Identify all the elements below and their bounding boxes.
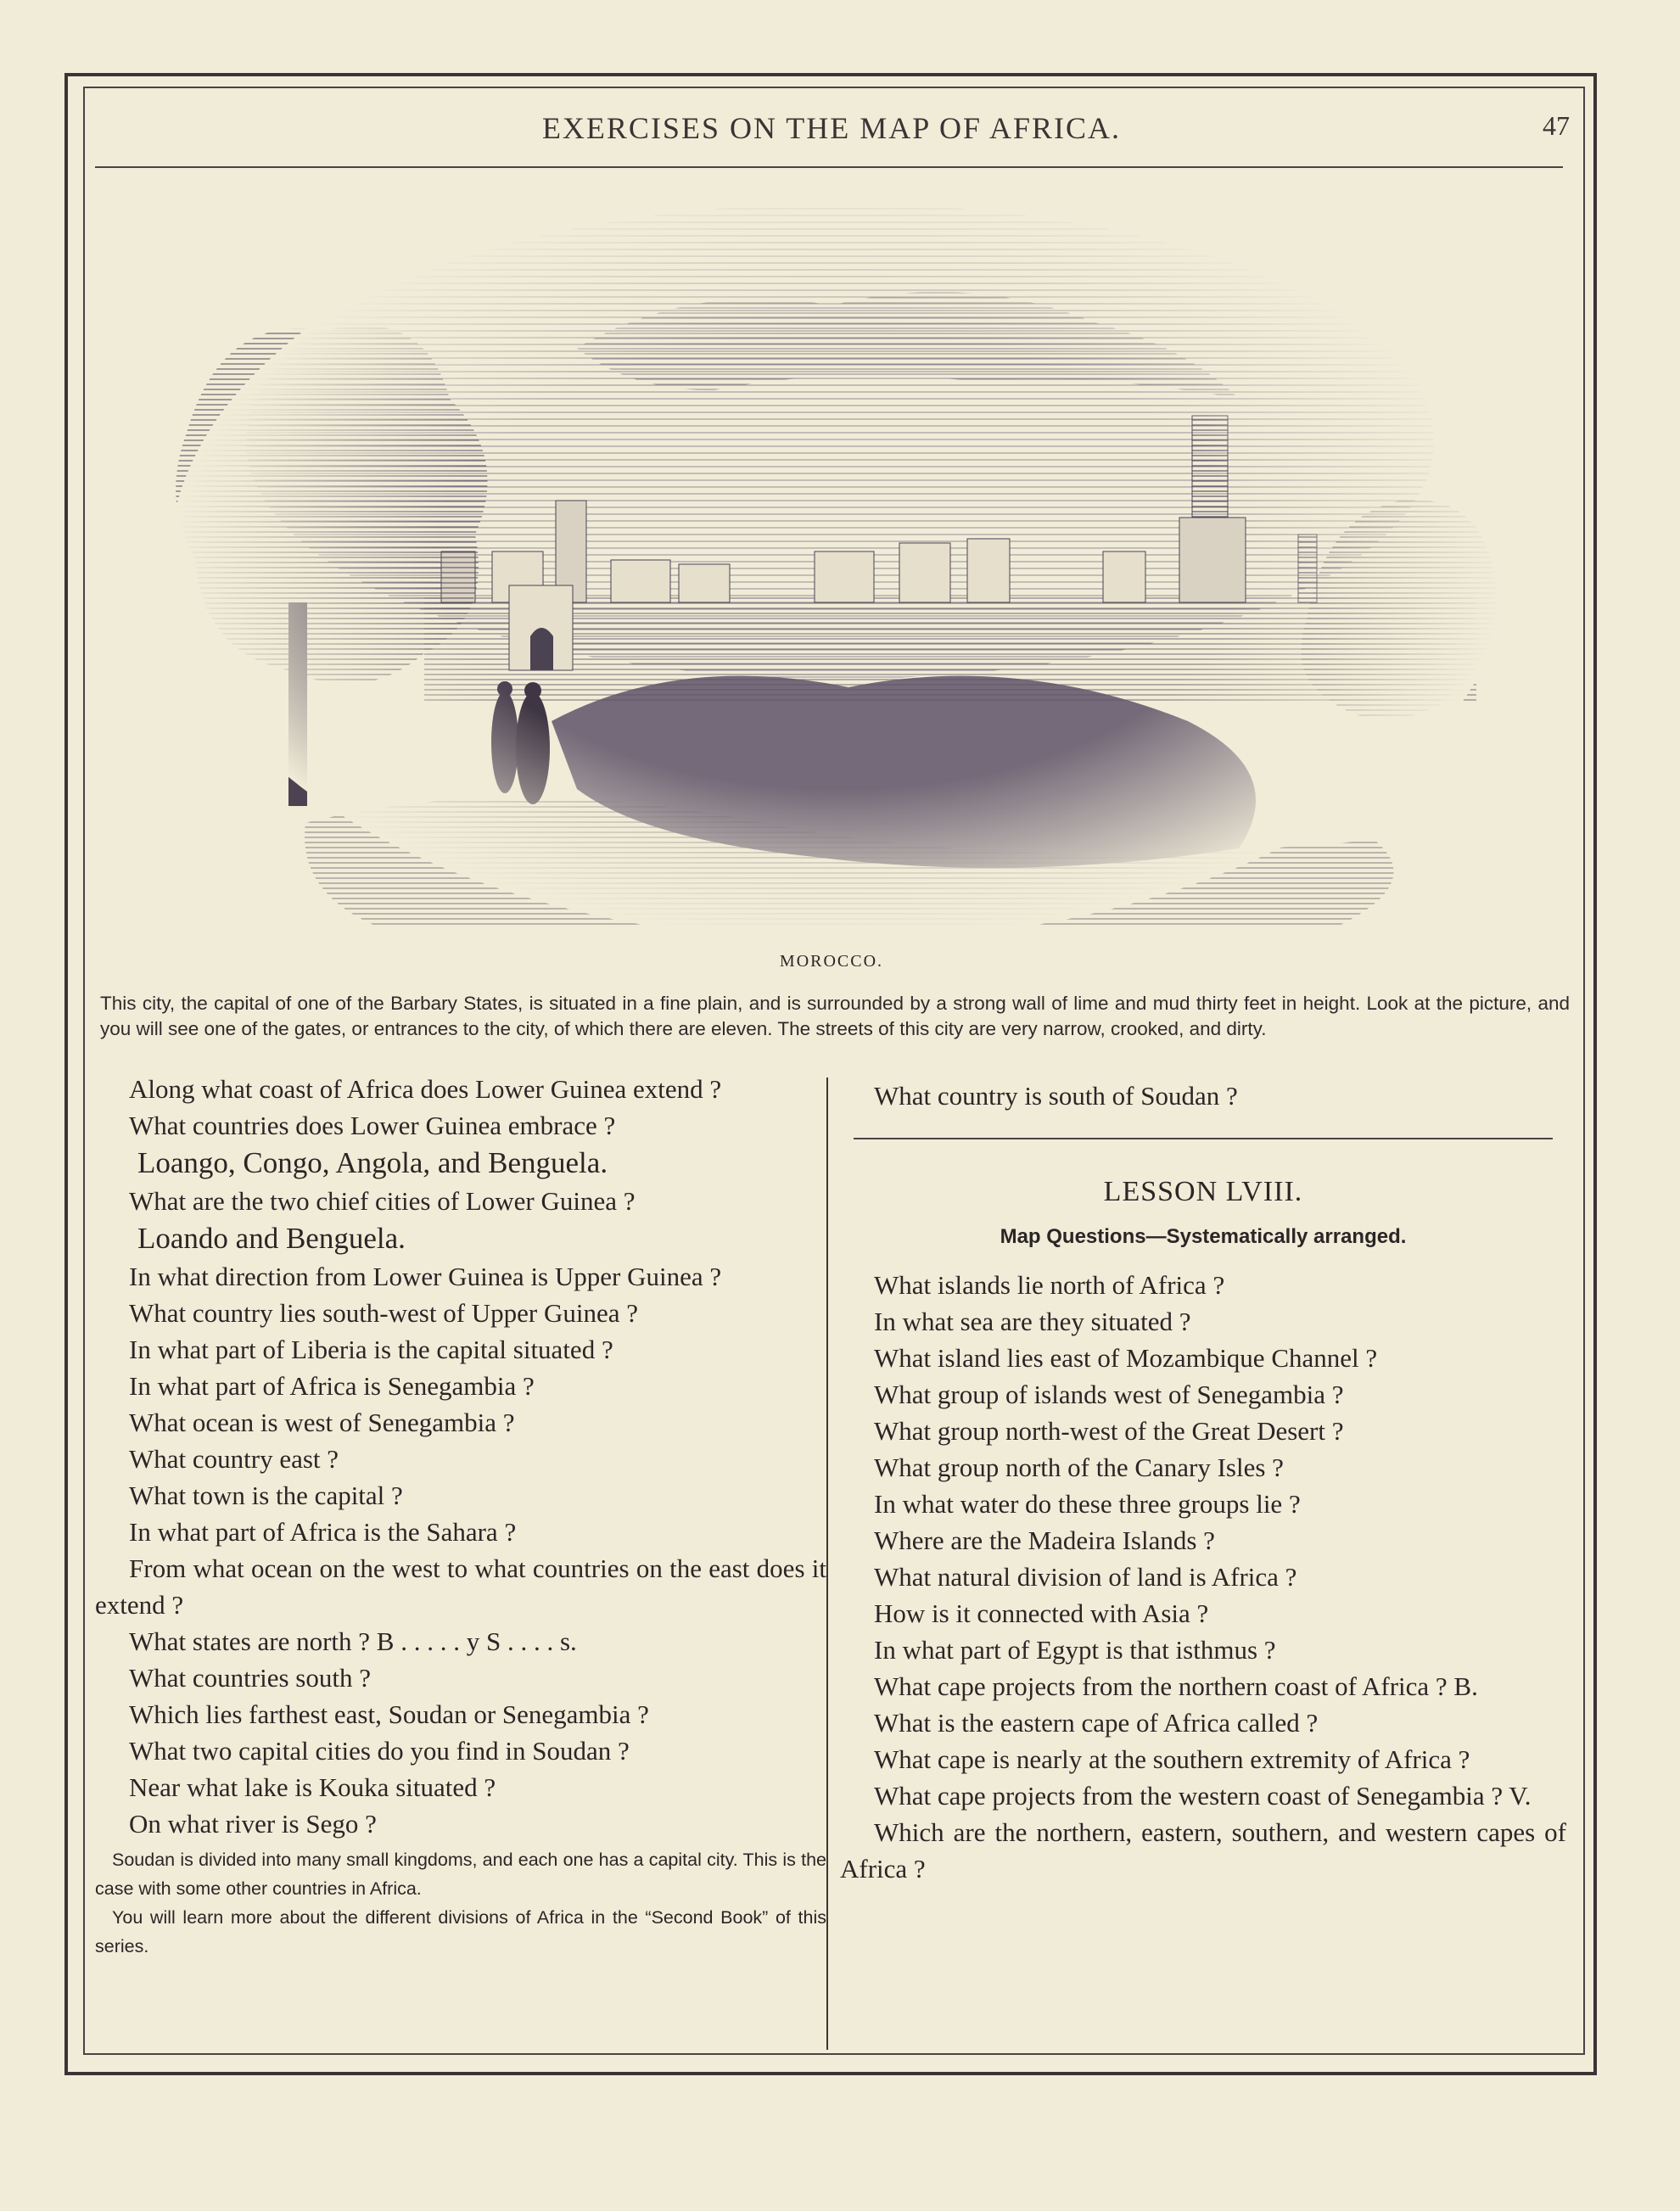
question: In what part of Africa is the Sahara ? [129, 1517, 517, 1547]
question: In what part of Liberia is the capital situated ? [129, 1335, 613, 1364]
footnote: You will learn more about the different divisions of Africa in the “Second Book” of this series. [95, 1907, 826, 1956]
question: In what part of Africa is Senegambia ? [129, 1371, 535, 1401]
question: Which are the northern, eastern, southern, and western capes of Africa ? [840, 1817, 1566, 1884]
figure-caption-text: This city, the capital of one of the Barbary States, is situated in a fine plain, and is surrounded by a strong wall of lime and mud thirty feet in height. Look at the picture, and you will see one of the gates, or entrances to the city, of which there are eleven. The streets of this city are very narrow, crooked, and dirty. [100, 993, 1570, 1039]
question: Which lies farthest east, Soudan or Senegambia ? [129, 1699, 649, 1729]
left-column [95, 1071, 826, 1961]
question: On what river is Sego ? [129, 1809, 377, 1839]
header-rule [95, 166, 1563, 168]
question: In what water do these three groups lie ? [874, 1489, 1301, 1519]
running-title: EXERCISES ON THE MAP OF AFRICA. [541, 111, 1122, 145]
question: What cape projects from the northern coast of Africa ? B. [874, 1671, 1478, 1701]
question: What country is south of Soudan ? [874, 1081, 1238, 1111]
question: What group north-west of the Great Desert ? [874, 1416, 1344, 1446]
question: In what direction from Lower Guinea is Upper Guinea ? [129, 1262, 722, 1291]
question: What group north of the Canary Isles ? [874, 1453, 1284, 1482]
lesson-heading: LESSON LVIII. [1103, 1176, 1303, 1207]
figure-caption-title: MOROCCO. [779, 952, 884, 971]
question: What countries does Lower Guinea embrace ? [129, 1111, 616, 1140]
right-column [840, 1071, 1566, 1887]
question: What town is the capital ? [129, 1481, 403, 1510]
question: What countries south ? [129, 1663, 371, 1693]
morocco-city-engraving [170, 178, 1510, 942]
question: Near what lake is Kouka situated ? [129, 1772, 496, 1802]
lesson-subheading: Map Questions—Systematically arranged. [1000, 1225, 1407, 1248]
question: From what ocean on the west to what countries on the east does it extend ? [95, 1553, 826, 1620]
page-header [93, 110, 1570, 161]
section-rule [854, 1138, 1553, 1139]
question: What is the eastern cape of Africa called ? [874, 1708, 1319, 1738]
page-number: 47 [1543, 110, 1570, 141]
column-divider [826, 1078, 828, 2050]
answer: Loango, Congo, Angola, and Benguela. [137, 1146, 608, 1179]
question: What island lies east of Mozambique Channel ? [874, 1343, 1378, 1373]
question: In what sea are they situated ? [874, 1307, 1191, 1336]
question: In what part of Egypt is that isthmus ? [874, 1635, 1276, 1665]
question: What natural division of land is Africa ? [874, 1562, 1297, 1592]
question: How is it connected with Asia ? [874, 1598, 1209, 1628]
answer: Loando and Benguela. [137, 1222, 406, 1255]
question: What islands lie north of Africa ? [874, 1270, 1225, 1300]
question: What country east ? [129, 1444, 339, 1474]
question: Where are the Madeira Islands ? [874, 1525, 1215, 1555]
question: What group of islands west of Senegambia ? [874, 1380, 1344, 1409]
question: What ocean is west of Senegambia ? [129, 1408, 515, 1437]
question: What two capital cities do you find in Soudan ? [129, 1736, 630, 1766]
question: What country lies south-west of Upper Guinea ? [129, 1298, 639, 1328]
question: What cape projects from the western coast of Senegambia ? V. [874, 1781, 1532, 1811]
question: Along what coast of Africa does Lower Guinea extend ? [129, 1074, 722, 1104]
footnote: Soudan is divided into many small kingdoms, and each one has a capital city. This is the case with some other countries in Africa. [95, 1850, 826, 1899]
question: What are the two chief cities of Lower Guinea ? [129, 1186, 636, 1216]
question: What cape is nearly at the southern extremity of Africa ? [874, 1744, 1470, 1774]
question: What states are north ? B . . . . . y S . . . . s. [129, 1626, 577, 1656]
